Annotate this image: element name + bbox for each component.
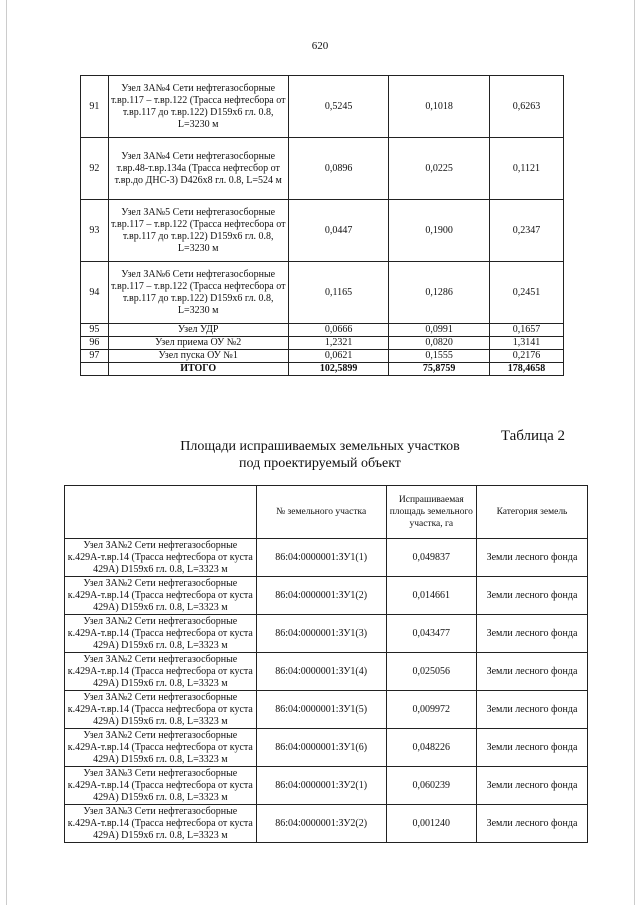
area-cell: 0,043477 [386,615,476,653]
parcel-number-cell: 86:04:0000001:ЗУ1(1) [256,539,386,577]
value-cell: 0,6263 [489,76,563,138]
value-cell: 0,0820 [389,337,490,350]
value-cell: 0,0225 [389,138,490,200]
table-row [65,729,588,767]
table-row [81,262,564,324]
value-cell: 0,1286 [389,262,490,324]
description-cell: Узел ЗА№6 Сети нефтегазосборные т.вр.117 – т.вр.122 (Трасса нефтесбора от т.вр.117 до т.вр.122) D159х6 гл. 0.8, L=3230 м [108,262,288,324]
value-cell: 0,5245 [288,76,389,138]
land-category-cell: Земли лесного фонда [476,615,587,653]
table-row [81,337,564,350]
value-cell: 0,2176 [489,350,563,363]
area-cell: 0,009972 [386,691,476,729]
value-cell: 0,0896 [288,138,389,200]
table-2-label: Таблица 2 [500,428,565,444]
table-row [65,767,588,805]
land-category-cell: Земли лесного фонда [476,805,587,843]
land-category-cell: Земли лесного фонда [476,577,587,615]
area-cell: 0,049837 [386,539,476,577]
total-label-cell: ИТОГО [108,363,288,376]
value-cell: 0,2347 [489,200,563,262]
parcel-number-cell: 86:04:0000001:ЗУ1(3) [256,615,386,653]
description-cell: Узел ЗА№2 Сети нефтегазосборные к.429А-т.вр.14 (Трасса нефтесбора от куста 429А) D159х6 гл. 0.8, L=3323 м [65,729,257,767]
value-cell: 1,3141 [489,337,563,350]
description-cell: Узел ЗА№5 Сети нефтегазосборные т.вр.117 – т.вр.122 (Трасса нефтесбора от т.вр.117 до т.вр.122) D159х6 гл. 0.8, L=3230 м [108,200,288,262]
land-category-cell: Земли лесного фонда [476,653,587,691]
total-row [81,363,564,376]
value-cell: 0,1018 [389,76,490,138]
table-row [65,577,588,615]
parcel-number-cell: 86:04:0000001:ЗУ1(2) [256,577,386,615]
table-row [81,200,564,262]
land-category-cell: Земли лесного фонда [476,691,587,729]
parcel-number-cell: 86:04:0000001:ЗУ2(1) [256,767,386,805]
area-cell: 0,001240 [386,805,476,843]
area-cell: 0,025056 [386,653,476,691]
value-cell: 0,1657 [489,324,563,337]
parcel-number-cell: 86:04:0000001:ЗУ1(5) [256,691,386,729]
table-2-title-line-2: под проектируемый объект [239,456,401,471]
description-cell: Узел ЗА№2 Сети нефтегазосборные к.429А-т.вр.14 (Трасса нефтесбора от куста 429А) D159х6 гл. 0.8, L=3323 м [65,539,257,577]
table-2-title-line-1: Площади испрашиваемых земельных участков [180,439,460,454]
description-cell: Узел ЗА№4 Сети нефтегазосборные т.вр.117 – т.вр.122 (Трасса нефтесбора от т.вр.117 до т.вр.122) D159х6 гл. 0.8, L=3230 м [108,76,288,138]
table-row [65,653,588,691]
land-category-cell: Земли лесного фонда [476,539,587,577]
value-cell: 0,2451 [489,262,563,324]
table-row [65,691,588,729]
description-cell: Узел ЗА№2 Сети нефтегазосборные к.429А-т.вр.14 (Трасса нефтесбора от куста 429А) D159х6 гл. 0.8, L=3323 м [65,691,257,729]
value-cell: 0,0991 [389,324,490,337]
table-row [81,350,564,363]
description-cell: Узел ЗА№3 Сети нефтегазосборные к.429А-т.вр.14 (Трасса нефтесбора от куста 429А) D159х6 гл. 0.8, L=3323 м [65,767,257,805]
table-2-title [0,438,640,472]
table-1-body [81,76,564,376]
total-value-cell: 102,5899 [288,363,389,376]
row-number-cell: 91 [81,76,109,138]
area-cell: 0,060239 [386,767,476,805]
page-number: 620 [311,40,329,52]
table-row [65,539,588,577]
table-2-body [65,539,588,843]
table-row [81,76,564,138]
value-cell: 0,1555 [389,350,490,363]
parcel-number-cell: 86:04:0000001:ЗУ1(6) [256,729,386,767]
row-number-cell: 95 [81,324,109,337]
value-cell: 0,0666 [288,324,389,337]
description-cell: Узел УДР [108,324,288,337]
land-category-cell: Земли лесного фонда [476,729,587,767]
description-cell: Узел приема ОУ №2 [108,337,288,350]
description-cell: Узел ЗА№2 Сети нефтегазосборные к.429А-т.вр.14 (Трасса нефтесбора от куста 429А) D159х6 гл. 0.8, L=3323 м [65,653,257,691]
total-value-cell: 178,4658 [489,363,563,376]
description-cell: Узел ЗА№2 Сети нефтегазосборные к.429А-т.вр.14 (Трасса нефтесбора от куста 429А) D159х6 гл. 0.8, L=3323 м [65,577,257,615]
total-value-cell: 75,8759 [389,363,490,376]
empty-cell [81,363,109,376]
table-row [81,138,564,200]
row-number-cell: 96 [81,337,109,350]
value-cell: 1,2321 [288,337,389,350]
value-cell: 0,0447 [288,200,389,262]
table-row [65,805,588,843]
table-1 [80,75,564,376]
description-cell: Узел пуска ОУ №1 [108,350,288,363]
description-cell: Узел ЗА№3 Сети нефтегазосборные к.429А-т.вр.14 (Трасса нефтесбора от куста 429А) D159х6 гл. 0.8, L=3323 м [65,805,257,843]
parcel-number-cell: 86:04:0000001:ЗУ1(4) [256,653,386,691]
table-2-header-cell: Испрашиваемая площадь земельного участка, га [386,486,476,539]
row-number-cell: 92 [81,138,109,200]
value-cell: 0,1900 [389,200,490,262]
value-cell: 0,0621 [288,350,389,363]
table-2-header-row [65,486,588,539]
table-row [65,615,588,653]
row-number-cell: 97 [81,350,109,363]
table-2-header-cell: Категория земель [476,486,587,539]
table-row [81,324,564,337]
description-cell: Узел ЗА№4 Сети нефтегазосборные т.вр.48-т.вр.134а (Трасса нефтесбор от т.вр.до ДНС-3) D426х8 гл. 0.8, L=524 м [108,138,288,200]
value-cell: 0,1121 [489,138,563,200]
area-cell: 0,014661 [386,577,476,615]
table-2 [64,485,588,843]
description-cell: Узел ЗА№2 Сети нефтегазосборные к.429А-т.вр.14 (Трасса нефтесбора от куста 429А) D159х6 гл. 0.8, L=3323 м [65,615,257,653]
table-2-header-cell [65,486,257,539]
row-number-cell: 94 [81,262,109,324]
row-number-cell: 93 [81,200,109,262]
parcel-number-cell: 86:04:0000001:ЗУ2(2) [256,805,386,843]
area-cell: 0,048226 [386,729,476,767]
land-category-cell: Земли лесного фонда [476,767,587,805]
table-2-header-cell: № земельного участка [256,486,386,539]
value-cell: 0,1165 [288,262,389,324]
